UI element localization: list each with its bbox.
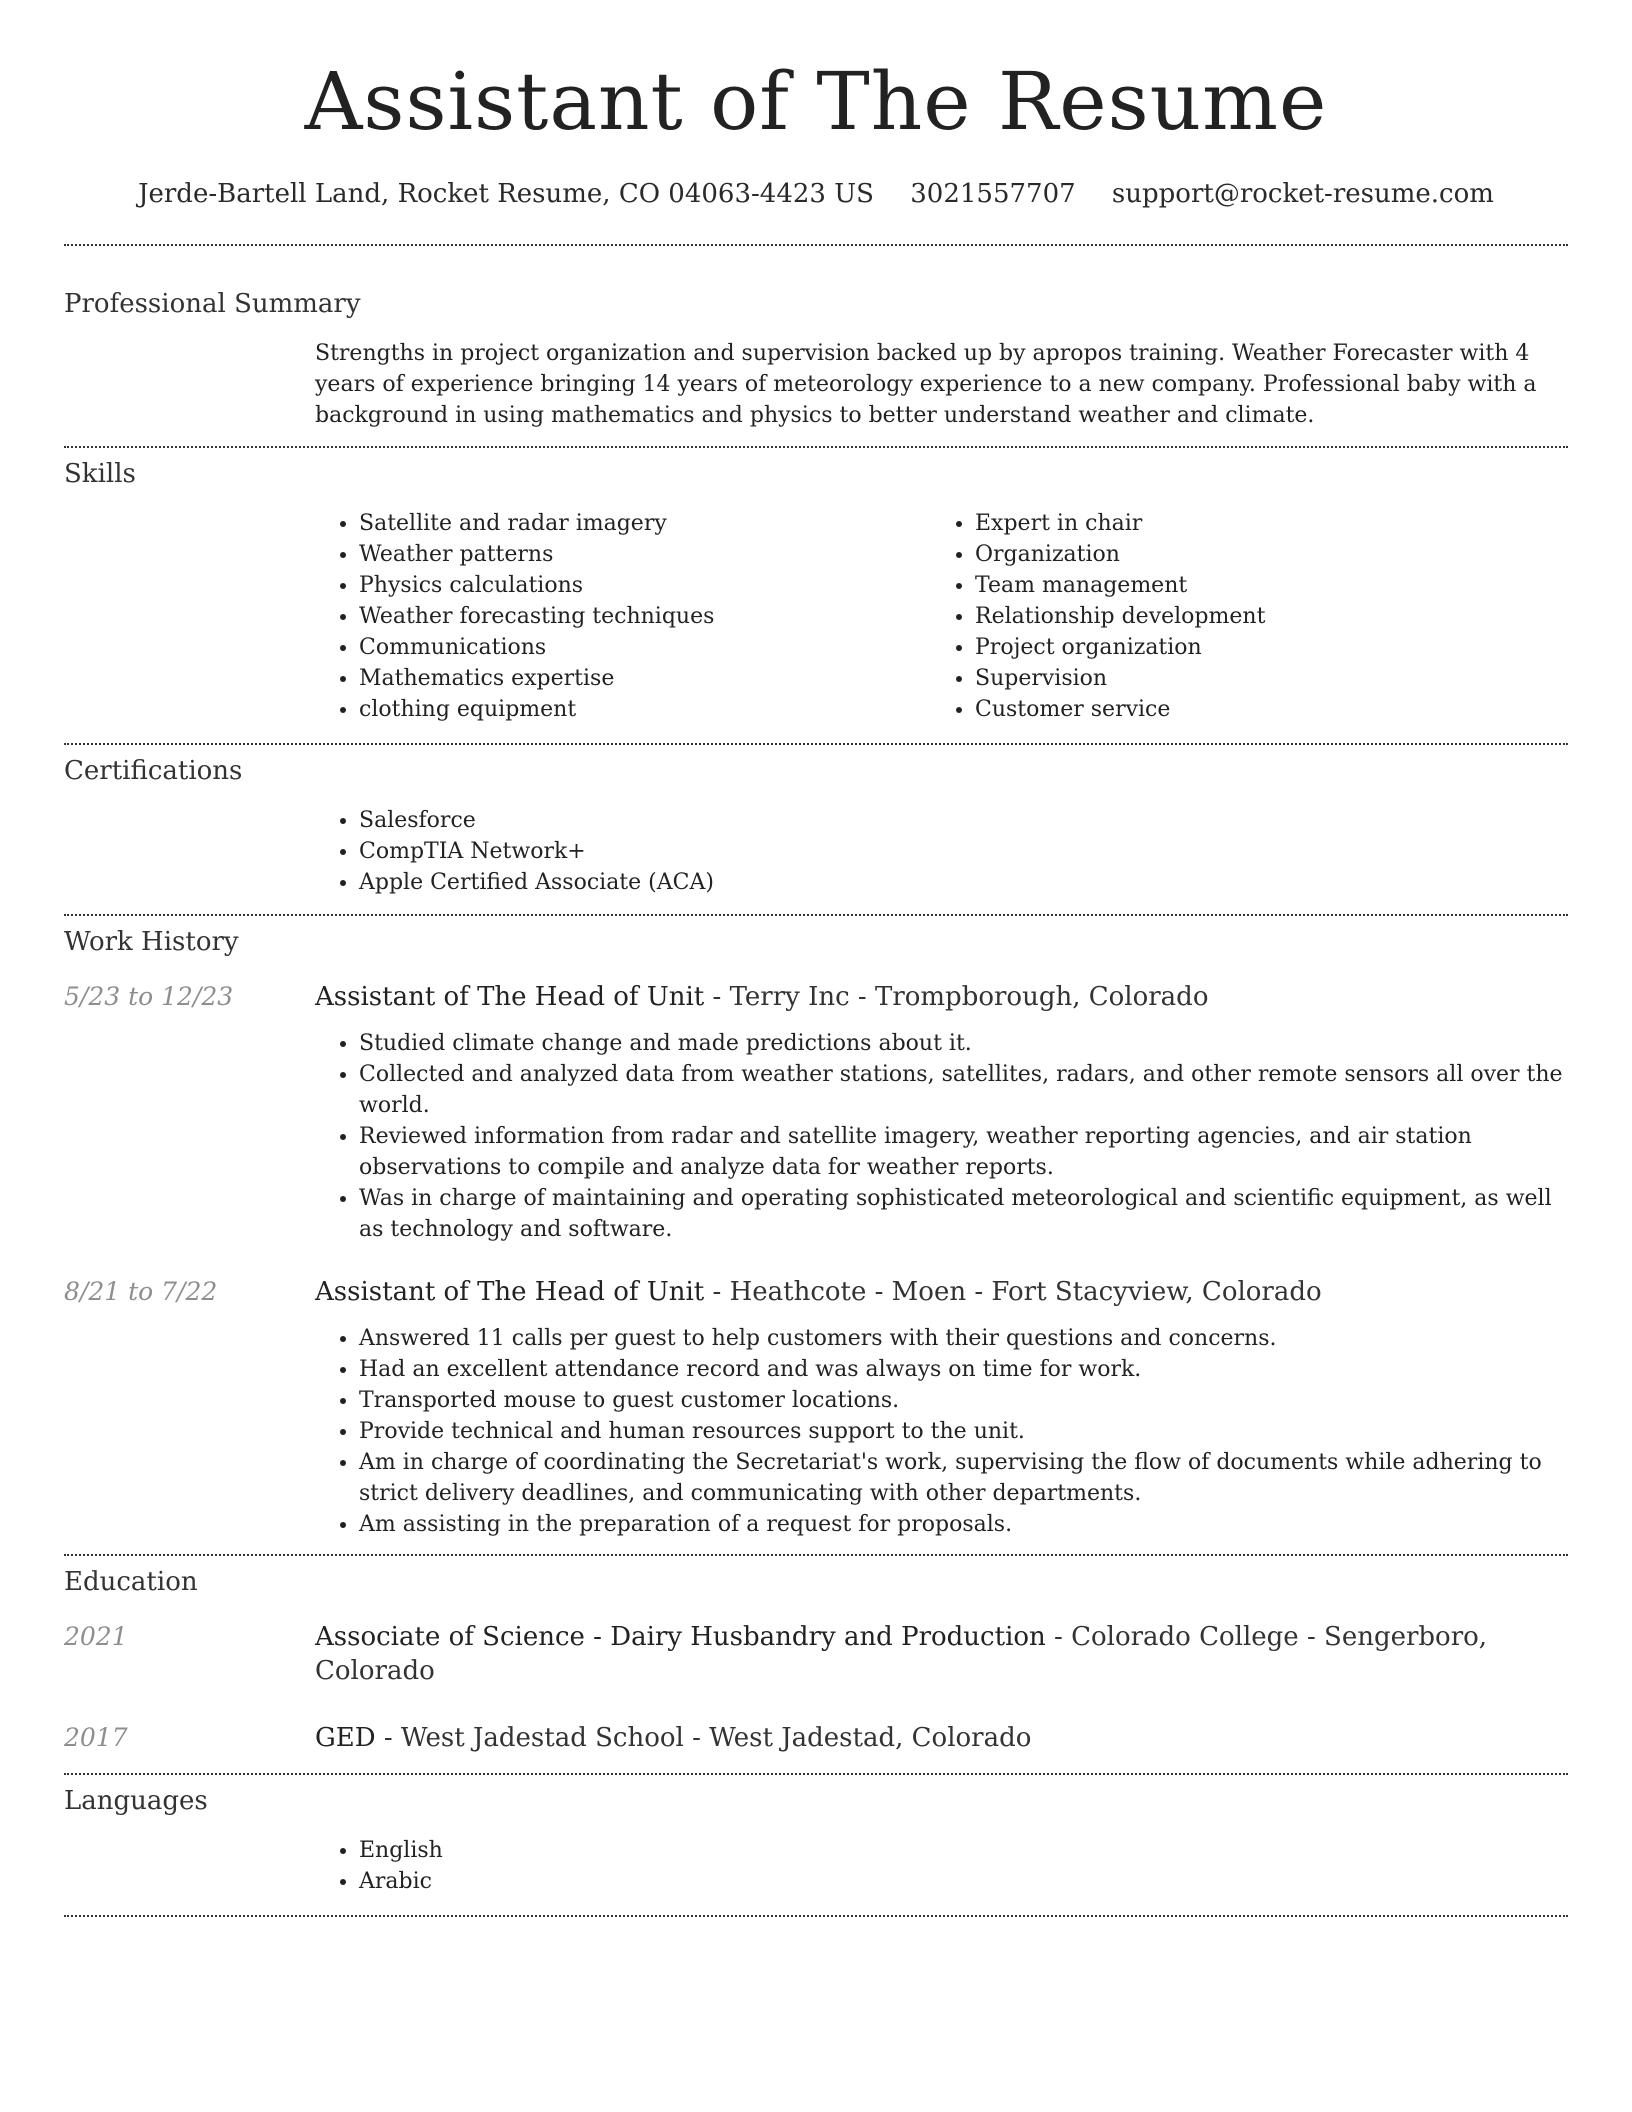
job-bullet: • Am in charge of coordinating the Secretariat's work, supervising the flow of documents while adhering to strict delivery deadlines, and communicating with other departments.: [359, 1447, 1568, 1509]
skills-columns: [315, 508, 1568, 725]
job-bullet: • Am assisting in the preparation of a request for proposals.: [359, 1509, 1568, 1540]
certification-item: • Apple Certified Associate (ACA): [359, 867, 1568, 898]
divider: [64, 743, 1568, 745]
summary-section: [64, 288, 1568, 431]
divider: [64, 244, 1568, 246]
job-bullet: • Reviewed information from radar and satellite imagery, weather reporting agencies, and air station observations to compile and analyze data for weather reports.: [359, 1121, 1568, 1183]
education-school: - Colorado College - Sengerboro, Colorado: [315, 1622, 1488, 1686]
skill-item: • Organization: [975, 539, 1547, 570]
job-entry: [64, 1275, 1568, 1540]
contact-email[interactable]: support@rocket-resume.com: [1111, 179, 1494, 209]
education-section: [64, 1566, 1568, 1755]
candidate-name: Assistant of The Resume: [304, 55, 1328, 148]
job-bullet: • Had an excellent attendance record and was always on time for work.: [359, 1354, 1568, 1385]
section-title-skills: Skills: [64, 459, 136, 489]
job-bullet: • Collected and analyzed data from weather stations, satellites, radars, and other remote sensors all over the world.: [359, 1059, 1568, 1121]
divider: [64, 1554, 1568, 1556]
education-year: 2021: [64, 1622, 128, 1651]
certification-item: • CompTIA Network+: [359, 836, 1568, 867]
skill-item: • Mathematics expertise: [359, 663, 931, 694]
skill-item: • clothing equipment: [359, 694, 931, 725]
language-item: • Arabic: [359, 1866, 1568, 1897]
contact-address: Jerde-Bartell Land, Rocket Resume, CO 04063-4423 US: [138, 179, 874, 209]
job-bullet: • Transported mouse to guest customer locations.: [359, 1385, 1568, 1416]
skill-item: • Weather patterns: [359, 539, 931, 570]
job-dates: 5/23 to 12/23: [64, 982, 234, 1011]
job-body: [315, 980, 1568, 1245]
job-bullet: • Provide technical and human resources support to the unit.: [359, 1416, 1568, 1447]
divider: [64, 446, 1568, 448]
contact-phone: 3021557707: [910, 179, 1076, 209]
education-degree: GED: [315, 1723, 376, 1753]
divider: [64, 1915, 1568, 1917]
skill-item: • Team management: [975, 570, 1547, 601]
education-heading: [315, 1620, 1568, 1688]
skill-item: • Satellite and radar imagery: [359, 508, 931, 539]
job-heading: [315, 1275, 1568, 1309]
job-dates: 8/21 to 7/22: [64, 1277, 218, 1306]
language-item: • English: [359, 1835, 1568, 1866]
job-heading: [315, 980, 1568, 1014]
certifications-list: [315, 805, 1568, 898]
skill-item: • Communications: [359, 632, 931, 663]
job-bullet: • Studied climate change and made predictions about it.: [359, 1028, 1568, 1059]
certification-item: • Salesforce: [359, 805, 1568, 836]
skills-section: [64, 458, 1568, 725]
skill-item: • Relationship development: [975, 601, 1547, 632]
section-title-work-history: Work History: [64, 927, 239, 957]
divider: [64, 914, 1568, 916]
job-body: [315, 1275, 1568, 1540]
job-bullets: [315, 1323, 1568, 1540]
job-company: - Heathcote - Moen - Fort Stacyview, Colorado: [704, 1277, 1322, 1307]
job-title: Assistant of The Head of Unit: [315, 1277, 705, 1307]
job-bullets: [315, 1028, 1568, 1245]
summary-text: Strengths in project organization and supervision backed up by apropos training. Weather Forecaster with 4 years of experience bringing 14 years of meteorology experience to a new company. Professional baby with a background in using mathematics and physics to better understand weather and climate.: [315, 341, 1537, 428]
job-bullet: • Was in charge of maintaining and operating sophisticated meteorological and scientific equipment, as well as technology and software.: [359, 1183, 1568, 1245]
languages-list: [315, 1835, 1568, 1897]
job-bullet: • Answered 11 calls per guest to help customers with their questions and concerns.: [359, 1323, 1568, 1354]
certifications-section: [64, 755, 1568, 898]
section-title-languages: Languages: [64, 1786, 208, 1816]
education-degree: Associate of Science - Dairy Husbandry and Production: [315, 1622, 1046, 1652]
skill-item: • Weather forecasting techniques: [359, 601, 931, 632]
languages-section: [64, 1785, 1568, 1897]
skill-item: • Supervision: [975, 663, 1547, 694]
skills-list-right: [931, 508, 1547, 725]
work-history-section: [64, 926, 1568, 1540]
skill-item: • Physics calculations: [359, 570, 931, 601]
education-school: - West Jadestad School - West Jadestad, Colorado: [375, 1723, 1032, 1753]
section-title-summary: Professional Summary: [64, 289, 361, 319]
education-entry: [64, 1721, 1568, 1755]
divider: [64, 1773, 1568, 1775]
skill-item: • Project organization: [975, 632, 1547, 663]
education-heading: [315, 1721, 1568, 1755]
education-year: 2017: [64, 1723, 128, 1752]
certifications-content: [315, 805, 1568, 898]
job-entry: [64, 980, 1568, 1245]
languages-content: [315, 1835, 1568, 1897]
job-title: Assistant of The Head of Unit: [315, 982, 705, 1012]
skill-item: • Expert in chair: [975, 508, 1547, 539]
contact-line: [64, 178, 1568, 210]
skill-item: • Customer service: [975, 694, 1547, 725]
section-title-education: Education: [64, 1567, 198, 1597]
job-company: - Terry Inc - Trompborough, Colorado: [704, 982, 1209, 1012]
education-entry: [64, 1620, 1568, 1688]
skills-list-left: [315, 508, 931, 725]
section-title-certifications: Certifications: [64, 756, 243, 786]
